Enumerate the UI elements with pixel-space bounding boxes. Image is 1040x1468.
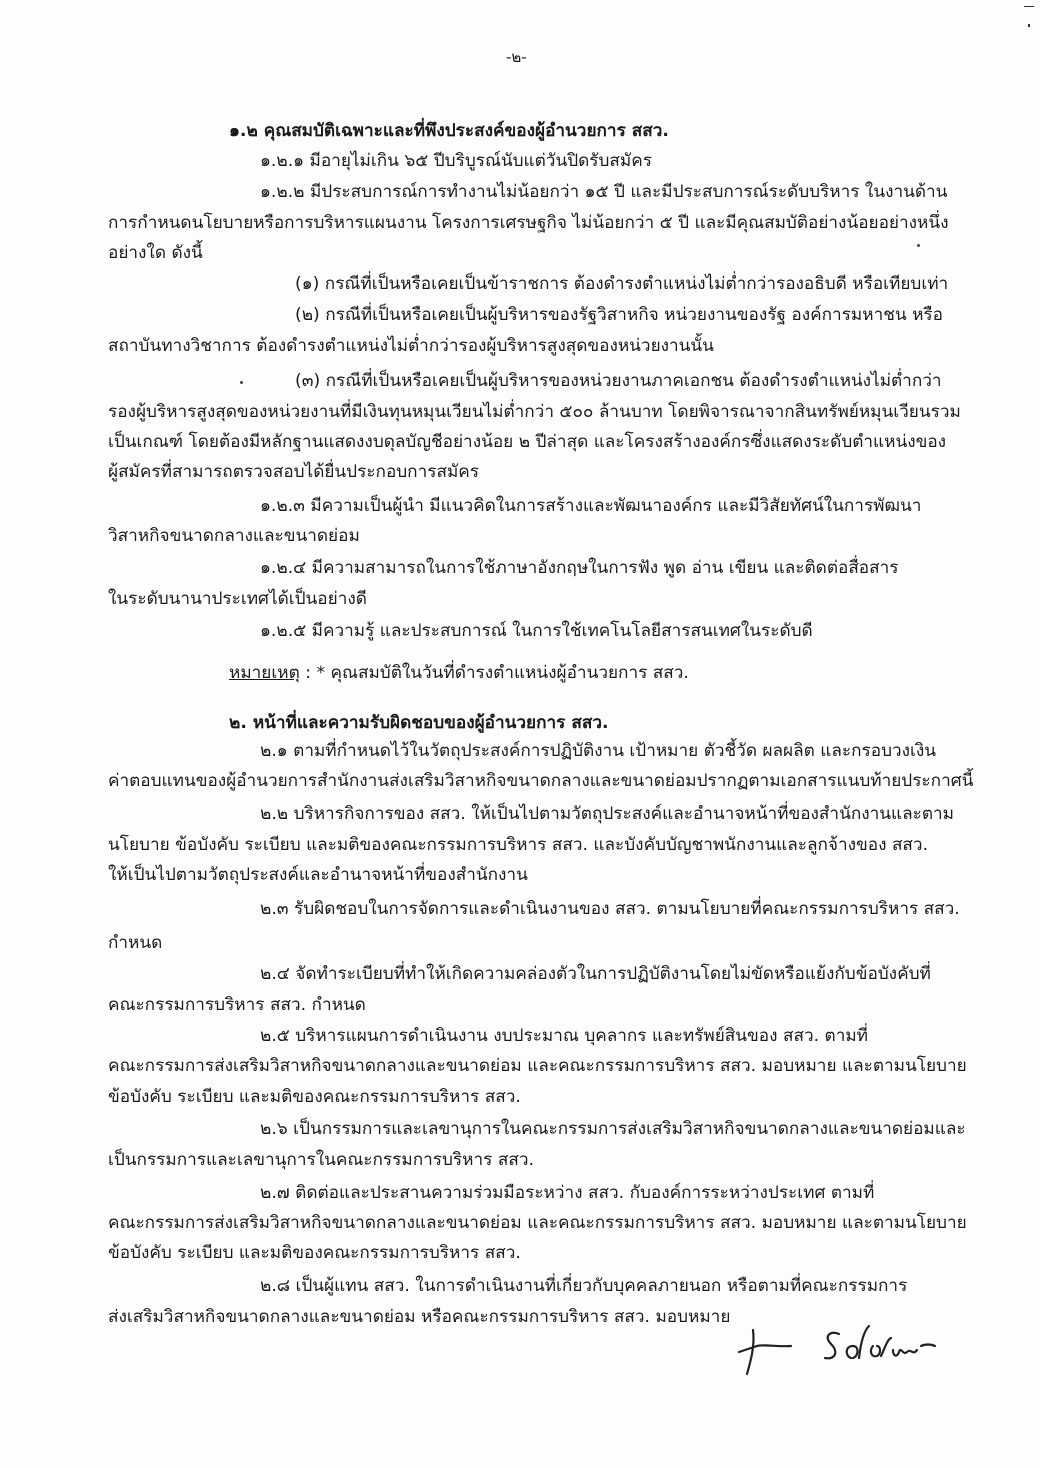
paragraph-line: ค่าตอบแทนของผู้อำนวยการสำนักงานส่งเสริมวิสาหกิจขนาดกลางและขนาดย่อมปรากฏตามเอกสารแนบท้ายประกาศนี้ (108, 771, 974, 791)
scan-edge-mark (1024, 6, 1034, 7)
paragraph-line: (๑) กรณีที่เป็นหรือเคยเป็นข้าราชการ ต้องดำรงตำแหน่งไม่ต่ำกว่ารองอธิบดี หรือเทียบเท่า (295, 274, 949, 294)
scan-dot (917, 244, 920, 247)
paragraph-line: ๒.๑ ตามที่กำหนดไว้ในวัตถุประสงค์การปฏิบัติงาน เป้าหมาย ตัวชี้วัด ผลผลิต และกรอบวงเงิน (260, 741, 937, 761)
paragraph-line: เป็นกรรมการและเลขานุการในคณะกรรมการบริหาร สสว. (108, 1150, 534, 1170)
paragraph-line: นโยบาย ข้อบังคับ ระเบียบ และมติของคณะกรรมการบริหาร สสว. และบังคับบัญชาพนักงานและลูกจ้างของ สสว. (108, 835, 929, 855)
note-label: หมายเหตุ (229, 663, 300, 683)
note-text: : * คุณสมบัติในวันที่ดำรงตำแหน่งผู้อำนวยการ สสว. (299, 663, 689, 683)
paragraph-line: คณะกรรมการส่งเสริมวิสาหกิจขนาดกลางและขนาดย่อม และคณะกรรมการบริหาร สสว. มอบหมาย และตามนโยบาย (108, 1056, 967, 1076)
scan-edge-mark (1028, 24, 1030, 27)
paragraph-line: ข้อบังคับ ระเบียบ และมติของคณะกรรมการบริหาร สสว. (108, 1243, 521, 1263)
paragraph-line: ส่งเสริมวิสาหกิจขนาดกลางและขนาดย่อม หรือคณะกรรมการบริหาร สสว. มอบหมาย (108, 1307, 731, 1327)
paragraph-line: ๑.๒.๒ มีประสบการณ์การทำงานไม่น้อยกว่า ๑๕ ปี และมีประสบการณ์ระดับบริหาร ในงานด้าน (260, 182, 948, 202)
paragraph-line: ข้อบังคับ ระเบียบ และมติของคณะกรรมการบริหาร สสว. (108, 1087, 521, 1107)
paragraph-line: ๑.๒.๑ มีอายุไม่เกิน ๖๕ ปีบริบูรณ์นับแต่วันปิดรับสมัคร (260, 151, 652, 171)
paragraph-line: กำหนด (108, 933, 163, 953)
paragraph-line: คณะกรรมการบริหาร สสว. กำหนด (108, 995, 366, 1015)
paragraph-line: ๑.๒.๓ มีความเป็นผู้นำ มีแนวคิดในการสร้างและพัฒนาองค์กร และมีวิสัยทัศน์ในการพัฒนา (260, 496, 922, 516)
paragraph-line: ๒.๕ บริหารแผนการดำเนินงาน งบประมาณ บุคลากร และทรัพย์สินของ สสว. ตามที่ (260, 1026, 869, 1046)
paragraph-line: สถาบันทางวิชาการ ต้องดำรงตำแหน่งไม่ต่ำกว่ารองผู้บริหารสูงสุดของหน่วยงานนั้น (108, 336, 714, 356)
paragraph-line: รองผู้บริหารสูงสุดของหน่วยงานที่มีเงินทุนหมุนเวียนไม่ต่ำกว่า ๕๐๐ ล้านบาท โดยพิจารณาจากสินทรัพย์หมุนเวียนรวม (108, 402, 961, 422)
paragraph-line: ๑.๒.๕ มีความรู้ และประสบการณ์ ในการใช้เทคโนโลยีสารสนเทศในระดับดี (260, 621, 813, 641)
note (229, 660, 689, 686)
paragraph-line: ๒.๗ ติดต่อและประสานความร่วมมือระหว่าง สสว. กับองค์การระหว่างประเทศ ตามที่ (260, 1183, 875, 1203)
paragraph-line: คณะกรรมการส่งเสริมวิสาหกิจขนาดกลางและขนาดย่อม และคณะกรรมการบริหาร สสว. มอบหมาย และตามนโยบาย (108, 1213, 967, 1233)
paragraph-line: เป็นเกณฑ์ โดยต้องมีหลักฐานแสดงงบดุลบัญชีอย่างน้อย ๒ ปีล่าสุด และโครงสร้างองค์กรซึ่งแสดงระดับตำแหน่งของ (108, 432, 947, 452)
scan-dot (240, 381, 243, 384)
paragraph-line: ๒.๘ เป็นผู้แทน สสว. ในการดำเนินงานที่เกี่ยวกับบุคคลภายนอก หรือตามที่คณะกรรมการ (260, 1276, 908, 1296)
paragraph-line: (๓) กรณีที่เป็นหรือเคยเป็นผู้บริหารของหน่วยงานภาคเอกชน ต้องดำรงตำแหน่งไม่ต่ำกว่า (295, 371, 942, 391)
section-heading: ๒. หน้าที่และความรับผิดชอบของผู้อำนวยการ สสว. (229, 713, 609, 733)
paragraph-line: อย่างใด ดังนี้ (108, 243, 203, 263)
paragraph-line: วิสาหกิจขนาดกลางและขนาดย่อม (108, 526, 360, 546)
paragraph-line: (๒) กรณีที่เป็นหรือเคยเป็นผู้บริหารของรัฐวิสาหกิจ หน่วยงานของรัฐ องค์การมหาชน หรือ (295, 305, 943, 325)
page-number: -๒- (506, 48, 527, 66)
paragraph-line: ผู้สมัครที่สามารถตรวจสอบได้ยื่นประกอบการสมัคร (108, 462, 480, 482)
paragraph-line: ๒.๔ จัดทำระเบียบที่ทำให้เกิดความคล่องตัวในการปฏิบัติงานโดยไม่ขัดหรือแย้งกับข้อบังคับที่ (260, 964, 931, 984)
paragraph-line: ๑.๒.๔ มีความสามารถในการใช้ภาษาอังกฤษในการฟัง พูด อ่าน เขียน และติดต่อสื่อสาร (260, 558, 899, 578)
handwritten-signature (735, 1300, 965, 1380)
paragraph-line: การกำหนดนโยบายหรือการบริหารแผนงาน โครงการเศรษฐกิจ ไม่น้อยกว่า ๕ ปี และมีคุณสมบัติอย่างน้อยอย่างหนึ่ง (108, 213, 949, 233)
section-heading: ๑.๒ คุณสมบัติเฉพาะและที่พึงประสงค์ของผู้อำนวยการ สสว. (229, 121, 669, 141)
paragraph-line: ๒.๒ บริหารกิจการของ สสว. ให้เป็นไปตามวัตถุประสงค์และอำนาจหน้าที่ของสำนักงานและตาม (260, 804, 955, 824)
paragraph-line: ให้เป็นไปตามวัตถุประสงค์และอำนาจหน้าที่ของสำนักงาน (108, 865, 528, 885)
paragraph-line: ๒.๖ เป็นกรรมการและเลขานุการในคณะกรรมการส่งเสริมวิสาหกิจขนาดกลางและขนาดย่อมและ (260, 1119, 966, 1139)
paragraph-line: ๒.๓ รับผิดชอบในการจัดการและดำเนินงานของ สสว. ตามนโยบายที่คณะกรรมการบริหาร สสว. (260, 899, 960, 919)
paragraph-line: ในระดับนานาประเทศได้เป็นอย่างดี (108, 589, 367, 609)
